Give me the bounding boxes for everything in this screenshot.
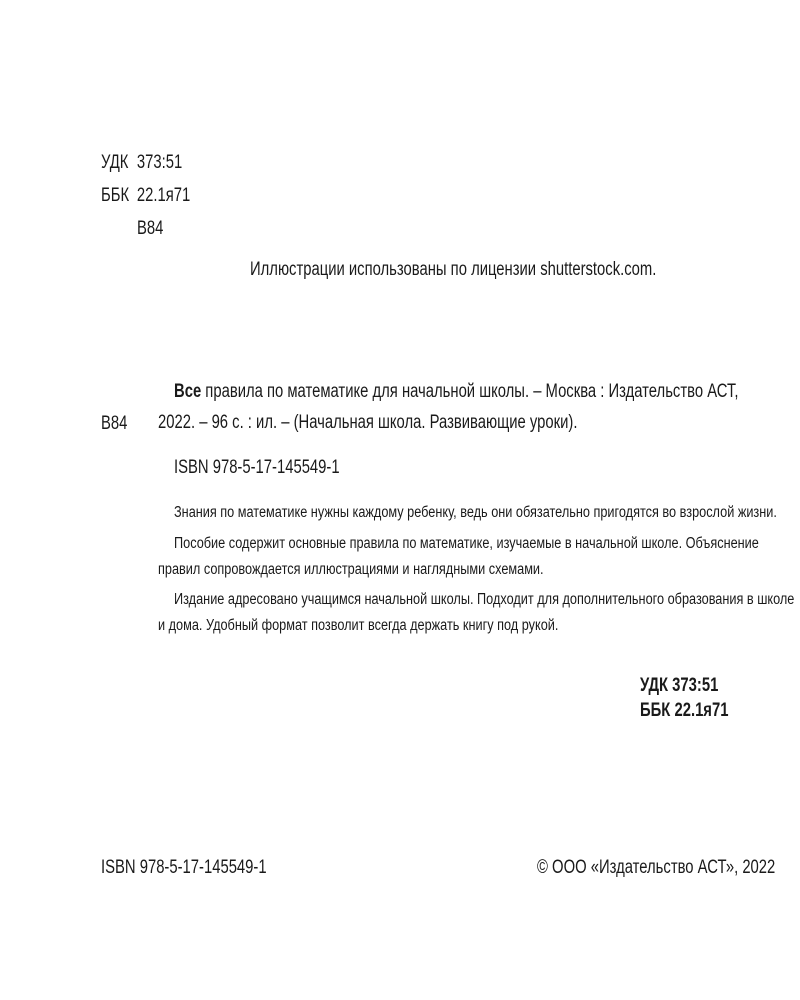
bottom-udk: УДК 373:51 [640,675,719,696]
udk-value: 373:51 [136,152,183,173]
illustration-notice: Иллюстрации использованы по лицензии shutterstock.com. [250,259,657,280]
bbk-line [101,183,190,209]
side-author-mark: В84 [101,413,128,434]
bibliographic-line-2: 2022. – 96 с. : ил. – (Начальная школа. Развивающие уроки). [158,412,578,433]
bibliographic-line-1 [174,379,738,405]
annotation-paragraph-1: Знания по математике нужны каждому ребенку, ведь они обязательно пригодятся во взрослой жизни. [174,504,777,521]
annotation-paragraph-3-line-2: и дома. Удобный формат позволит всегда держать книгу под рукой. [158,617,559,634]
title-rest: правила по математике для начальной школы. – Москва : Издательство АСТ, [201,381,739,402]
title-first-word: Все [174,381,202,402]
footer-copyright: © ООО «Издательство АСТ», 2022 [537,857,776,878]
udk-line [101,150,182,176]
footer-isbn: ISBN 978-5-17-145549-1 [101,857,267,878]
bbk-value: 22.1я71 [136,185,191,206]
annotation-paragraph-2-line-2: правил сопровождается иллюстрациями и наглядными схемами. [158,561,544,578]
author-mark: В84 [137,218,164,239]
annotation-paragraph-2-line-1: Пособие содержит основные правила по математике, изучаемые в начальной школе. Объяснение [174,535,759,552]
bottom-bbk: ББК 22.1я71 [640,700,729,721]
isbn-record: ISBN 978-5-17-145549-1 [174,457,340,478]
annotation-paragraph-3-line-1: Издание адресовано учащимся начальной школы. Подходит для дополнительного образования в школе [174,591,795,608]
udk-label: УДК [101,152,129,173]
bbk-label: ББК [101,185,130,206]
